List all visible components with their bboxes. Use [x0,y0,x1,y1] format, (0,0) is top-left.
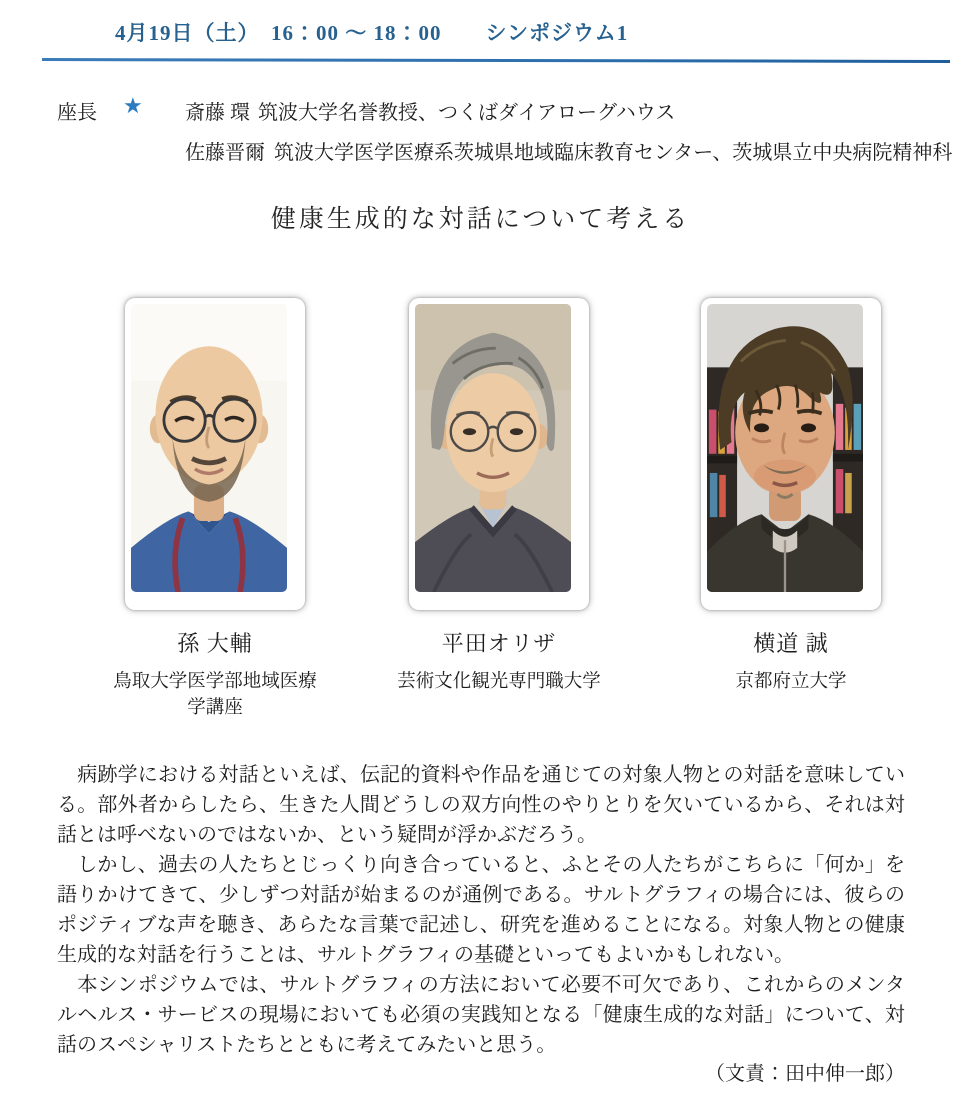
attribution-credit: （文責：田中伸一郎） [705,1063,905,1085]
speaker-name: 横道 誠 [753,631,829,656]
chair-name: 斎藤 環 [185,102,250,124]
speaker-affiliation: 鳥取大学医学部地域医療学講座 [113,672,317,718]
speaker-name: 平田オリザ [441,631,557,656]
abstract-paragraph: しかし、過去の人たちとじっくり向き合っていると、ふとその人たちがこちらに「何か」を語りかけてきて、少しずつ対話が始まるのが通例である。サルトグラフィの場合には、彼らのポジティブな声を聴き、あらたな言葉で記述し、研究を進めることになる。対象人物との健康生成的な対話を行うことは、サルトグラフィの基礎といってもよいかもしれない。 [57,854,905,966]
speaker-card [105,298,325,719]
chair-affiliation: 筑波大学名誉教授、つくばダイアローグハウス [258,102,676,124]
star-icon: ★ [123,93,143,118]
portrait-son-daisuke [131,304,287,592]
speaker-card [389,298,609,693]
portrait-son-daisuke-photo [125,298,305,610]
portrait-yokomichi-makoto [707,304,863,592]
speaker-name: 孫 大輔 [177,631,253,656]
chair-affiliation: 筑波大学医学医療系茨城県地域臨床教育センター、茨城県立中央病院精神科 [274,142,953,164]
header-divider-line [42,58,950,63]
portrait-hirata-oriza-photo [409,298,589,610]
abstract-text [57,760,905,1060]
symposium-title: 健康生成的な対話について考える [270,205,691,233]
abstract-paragraph: 病跡学における対話といえば、伝記的資料や作品を通じての対象人物との対話を意味している。部外者からしたら、生きた人間どうしの双方向性のやりとりを欠いているから、それは対話とは呼べないのではないか、という疑問が浮かぶだろう。 [57,764,905,846]
portrait-yokomichi-makoto-photo [701,298,881,610]
session-header: 4月19日（土） 16：00 ～ 18：00 シンポジウム1 [115,21,629,45]
speaker-card [681,298,901,693]
abstract-paragraph: 本シンポジウムでは、サルトグラフィの方法において必要不可欠であり、これからのメンタルヘルス・サービスの現場においても必須の実践知となる「健康生成的な対話」について、対話のスペシャリストたちとともに考えてみたいと思う。 [57,974,905,1056]
speaker-affiliation: 芸術文化観光専門職大学 [397,672,601,692]
speaker-affiliation: 京都府立大学 [735,672,847,692]
chair-section-label: 座長 [57,102,97,124]
chair-name: 佐藤晋爾 [185,142,265,164]
portrait-hirata-oriza [415,304,571,592]
